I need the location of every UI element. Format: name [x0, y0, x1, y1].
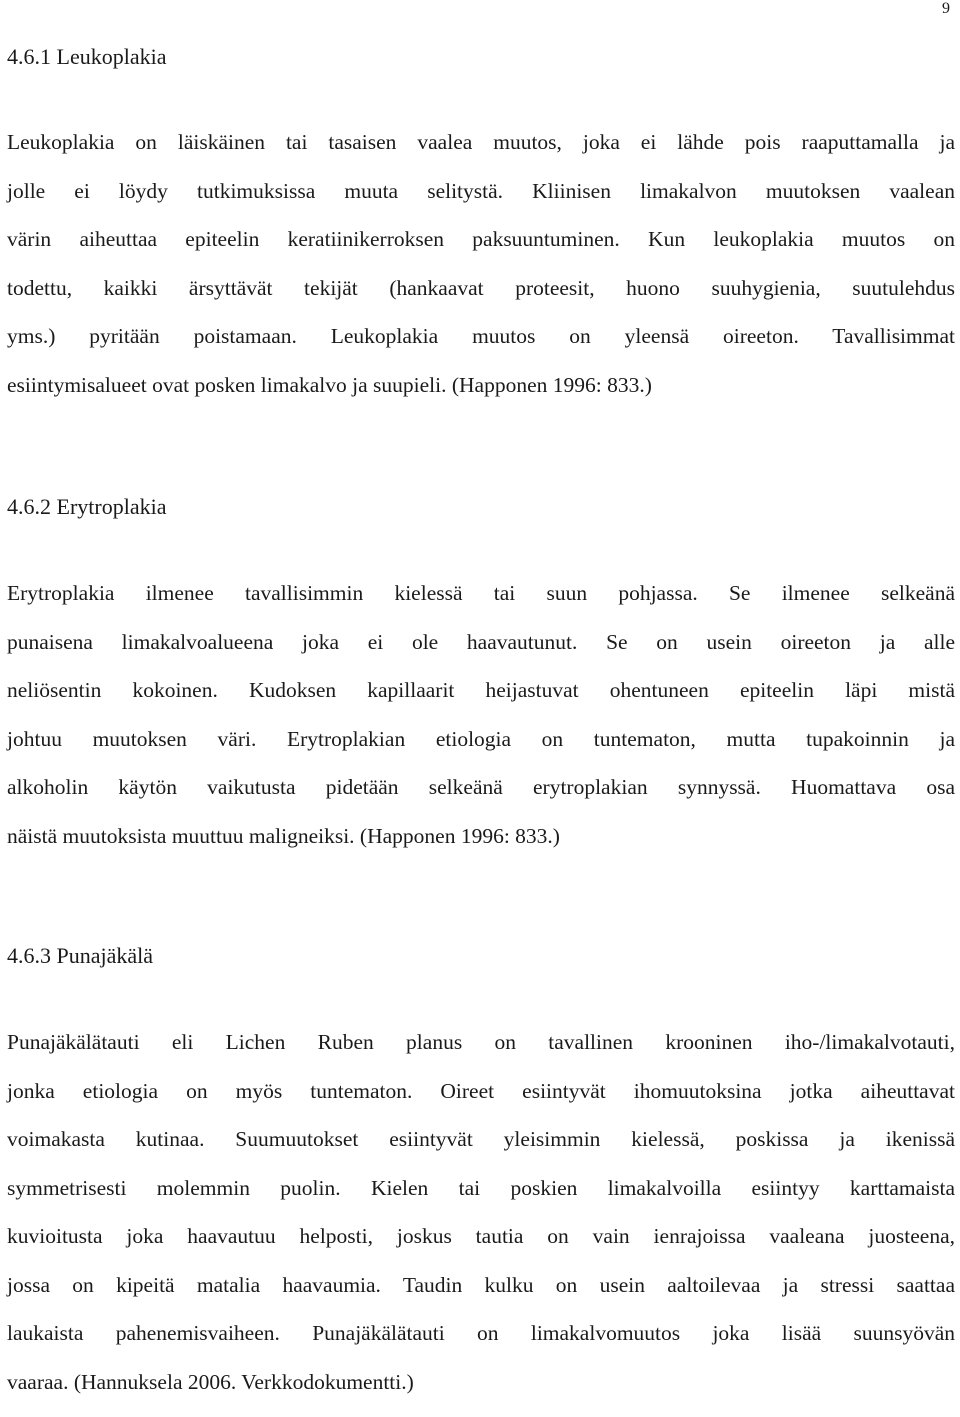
text-line: laukaista pahenemisvaiheen. Punajäkälätauti on limakalvomuutos joka lisää suunsyövän: [7, 1320, 955, 1369]
text-line: jonka etiologia on myös tuntematon. Oireet esiintyvät ihomuutoksina jotka aiheuttavat: [7, 1078, 955, 1127]
text-line: Erytroplakia ilmenee tavallisimmin kielessä tai suun pohjassa. Se ilmenee selkeänä: [7, 580, 955, 629]
section-heading-punajakala: 4.6.3 Punajäkälä: [7, 943, 153, 969]
text-line: jossa on kipeitä matalia haavaumia. Taudin kulku on usein aaltoilevaa ja stressi saattaa: [7, 1272, 955, 1321]
text-line: symmetrisesti molemmin puolin. Kielen tai poskien limakalvoilla esiintyy karttamaista: [7, 1175, 955, 1224]
text-line: yms.) pyritään poistamaan. Leukoplakia muutos on yleensä oireeton. Tavallisimmat: [7, 323, 955, 372]
paragraph-leukoplakia: [7, 129, 955, 420]
text-line: johtuu muutoksen väri. Erytroplakian etiologia on tuntematon, mutta tupakoinnin ja: [7, 726, 955, 775]
page-number: 9: [942, 0, 950, 18]
text-line: punaisena limakalvoalueena joka ei ole haavautunut. Se on usein oireeton ja alle: [7, 629, 955, 678]
text-line: Leukoplakia on läiskäinen tai tasaisen vaalea muutos, joka ei lähde pois raaputtamalla ja: [7, 129, 955, 178]
text-line: voimakasta kutinaa. Suumuutokset esiintyvät yleisimmin kielessä, poskissa ja ikenissä: [7, 1126, 955, 1175]
text-line: jolle ei löydy tutkimuksissa muuta selitystä. Kliinisen limakalvon muutoksen vaalean: [7, 178, 955, 227]
text-line: näistä muutoksista muuttuu maligneiksi. (Happonen 1996: 833.): [7, 823, 955, 872]
text-line: todettu, kaikki ärsyttävät tekijät (hankaavat proteesit, huono suuhygienia, suutulehdus: [7, 275, 955, 324]
paragraph-punajakala: [7, 1029, 955, 1417]
section-heading-leukoplakia: 4.6.1 Leukoplakia: [7, 44, 166, 70]
paragraph-erytroplakia: [7, 580, 955, 871]
text-line: neliösentin kokoinen. Kudoksen kapillaarit heijastuvat ohentuneen epiteelin läpi mistä: [7, 677, 955, 726]
text-line: värin aiheuttaa epiteelin keratiinikerroksen paksuuntuminen. Kun leukoplakia muutos on: [7, 226, 955, 275]
text-line: Punajäkälätauti eli Lichen Ruben planus on tavallinen krooninen iho-/limakalvotauti,: [7, 1029, 955, 1078]
text-line: esiintymisalueet ovat posken limakalvo ja suupieli. (Happonen 1996: 833.): [7, 372, 955, 421]
text-line: alkoholin käytön vaikutusta pidetään selkeänä erytroplakian synnyssä. Huomattava osa: [7, 774, 955, 823]
text-line: kuvioitusta joka haavautuu helposti, joskus tautia on vain ienrajoissa vaaleana juosteena,: [7, 1223, 955, 1272]
section-heading-erytroplakia: 4.6.2 Erytroplakia: [7, 494, 166, 520]
text-line: vaaraa. (Hannuksela 2006. Verkkodokumentti.): [7, 1369, 955, 1417]
